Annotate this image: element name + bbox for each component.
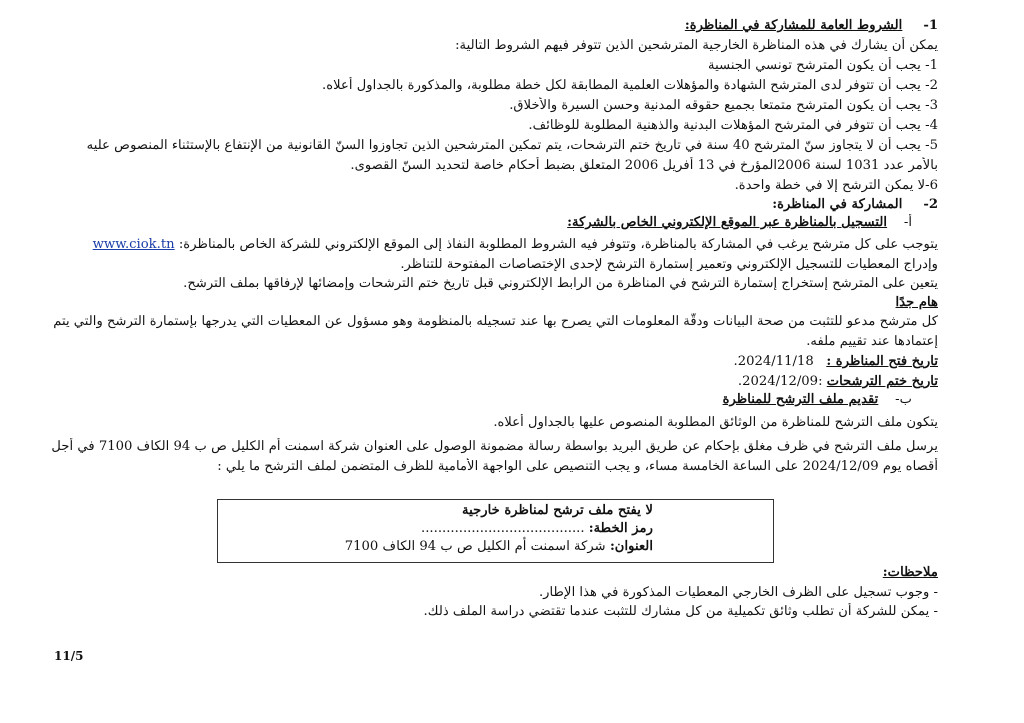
section-1-heading	[48, 17, 938, 35]
registration-paragraph-line: يتوجب على كل مترشح يرغب في المشاركة بالمناظرة، وتتوفر فيه الشروط المطلوبة النفاذ إلى الموقع الإلكتروني للشركة الخاص بالمناظرة: www.ciok.tn	[92, 237, 938, 252]
opening-date-row	[48, 353, 938, 371]
closing-date-row	[48, 373, 938, 391]
condition-item: 6-لا يمكن الترشح إلا في خطة واحدة.	[734, 178, 938, 193]
condition-item: 3- يجب أن يكون المترشح متمتعا بجميع حقوقه المدنية وحسن السيرة والأخلاق.	[509, 98, 938, 113]
registration-paragraph-line: يتعين على المترشح إستخراج إستمارة الترشح في المناظرة من الرابط الإلكتروني قبل تاريخ ختم الترشحات وإمضائها لإرفاقها بملف الترشح.	[183, 276, 938, 291]
registration-paragraph-line: وإدراج المعطيات للتسجيل الإلكتروني وتعمير إستمارة الترشح لإحدى الإختصاصات المفتوحة للتناظر.	[400, 257, 938, 272]
envelope-code-row: رمز الخطة: .......................................	[421, 521, 653, 536]
section-2-number: 2-	[923, 197, 938, 212]
opening-date-value: 2024/11/18.	[733, 354, 814, 369]
note-item: - يمكن للشركة أن تطلب وثائق تكميلية من كل مشارك للتثبت عندما تقتضي دراسة الملف ذلك.	[423, 604, 938, 619]
subsection-a-title: التسجيل بالمناظرة عبر الموقع الإلكتروني الخاص بالشركة:	[567, 215, 888, 230]
note-item: - وجوب تسجيل على الظرف الخارجي المعطيات المذكورة في هذا الإطار.	[538, 585, 938, 600]
condition-item: 2- يجب أن تتوفر لدى المترشح الشهادة والمؤهلات العلمية المطابقة لكل خطة مطلوبة، والمذكورة بالجداول أعلاه.	[322, 78, 938, 93]
warning-line: إعتمادها عند تقييم ملفه.	[806, 334, 938, 349]
company-website-link[interactable]: www.ciok.tn	[92, 237, 175, 252]
condition-item-continued: بالأمر عدد 1031 لسنة 2006المؤرخ في 13 أفريل 2006 المتعلق بضبط أحكام خاصة لتحديد السنّ القصوى.	[350, 158, 938, 173]
important-heading: هام جدًا	[895, 295, 938, 310]
envelope-warning: لا يفتح ملف ترشح لمناظرة خارجية	[462, 503, 653, 518]
section-1-title: الشروط العامة للمشاركة في المناظرة:	[684, 18, 903, 33]
notes-heading: ملاحظات:	[882, 565, 938, 580]
condition-item: 5- يجب أن لا يتجاوز سنّ المترشح 40 سنة في تاريخ ختم الترشحات، يتم تمكين المترشحين الذين تجاوزوا السنّ القانونية من الإنتفاع بالإستثناء المنصوص عليه	[86, 138, 938, 153]
page-number: 11/5	[54, 649, 84, 663]
opening-date-label: تاريخ فتح المناظرة :	[826, 354, 938, 369]
envelope-label-box	[217, 499, 774, 563]
section-2-title: المشاركة في المناظرة:	[772, 197, 903, 212]
file-composition-line: يتكون ملف الترشح للمناظرة من الوثائق المطلوبة المنصوص عليها بالجداول أعلاه.	[493, 415, 938, 430]
condition-item: 1- يجب أن يكون المترشح تونسي الجنسية	[708, 58, 938, 73]
section-2-heading	[48, 196, 938, 214]
closing-date-value: :2024/12/09.	[737, 374, 823, 389]
warning-line: كل مترشح مدعو للتثبت من صحة البيانات ودقّة المعلومات التي يصرح بها عند تسجيله بالمنظومة وهو مسؤول عن المعطيات التي يدرجها بإستمارة الترشح والتي يتم	[53, 314, 938, 329]
subsection-a-heading: أ- التسجيل بالمناظرة عبر الموقع الإلكتروني الخاص بالشركة:	[567, 215, 912, 230]
section-1-number: 1-	[923, 18, 938, 33]
condition-item: 4- يجب أن تتوفر في المترشح المؤهلات البدنية والذهنية المطلوبة للوظائف.	[528, 118, 938, 133]
closing-date-label: تاريخ ختم الترشحات	[826, 374, 938, 389]
sending-instructions-line: أقصاه يوم 2024/12/09 على الساعة الخامسة مساء، و يجب التنصيص على الواجهة الأمامية للظرف المتضمن لملف الترشح ما يلي :	[217, 459, 938, 474]
subsection-b-heading: ب- تقديم ملف الترشح للمناظرة	[722, 392, 912, 407]
section-1-intro: يمكن أن يشارك في هذه المناظرة الخارجية المترشحين الذين تتوفر فيهم الشروط التالية:	[455, 38, 938, 53]
sending-instructions-line: يرسل ملف الترشح في ظرف مغلق بإحكام عن طريق البريد بواسطة رسالة مضمونة الوصول على العنوان شركة اسمنت أم الكليل ص ب 94 الكاف 7100 في أجل	[51, 439, 938, 454]
envelope-address-row: العنوان: شركة اسمنت أم الكليل ص ب 94 الكاف 7100	[344, 539, 653, 554]
subsection-b-title: تقديم ملف الترشح للمناظرة	[722, 392, 879, 407]
